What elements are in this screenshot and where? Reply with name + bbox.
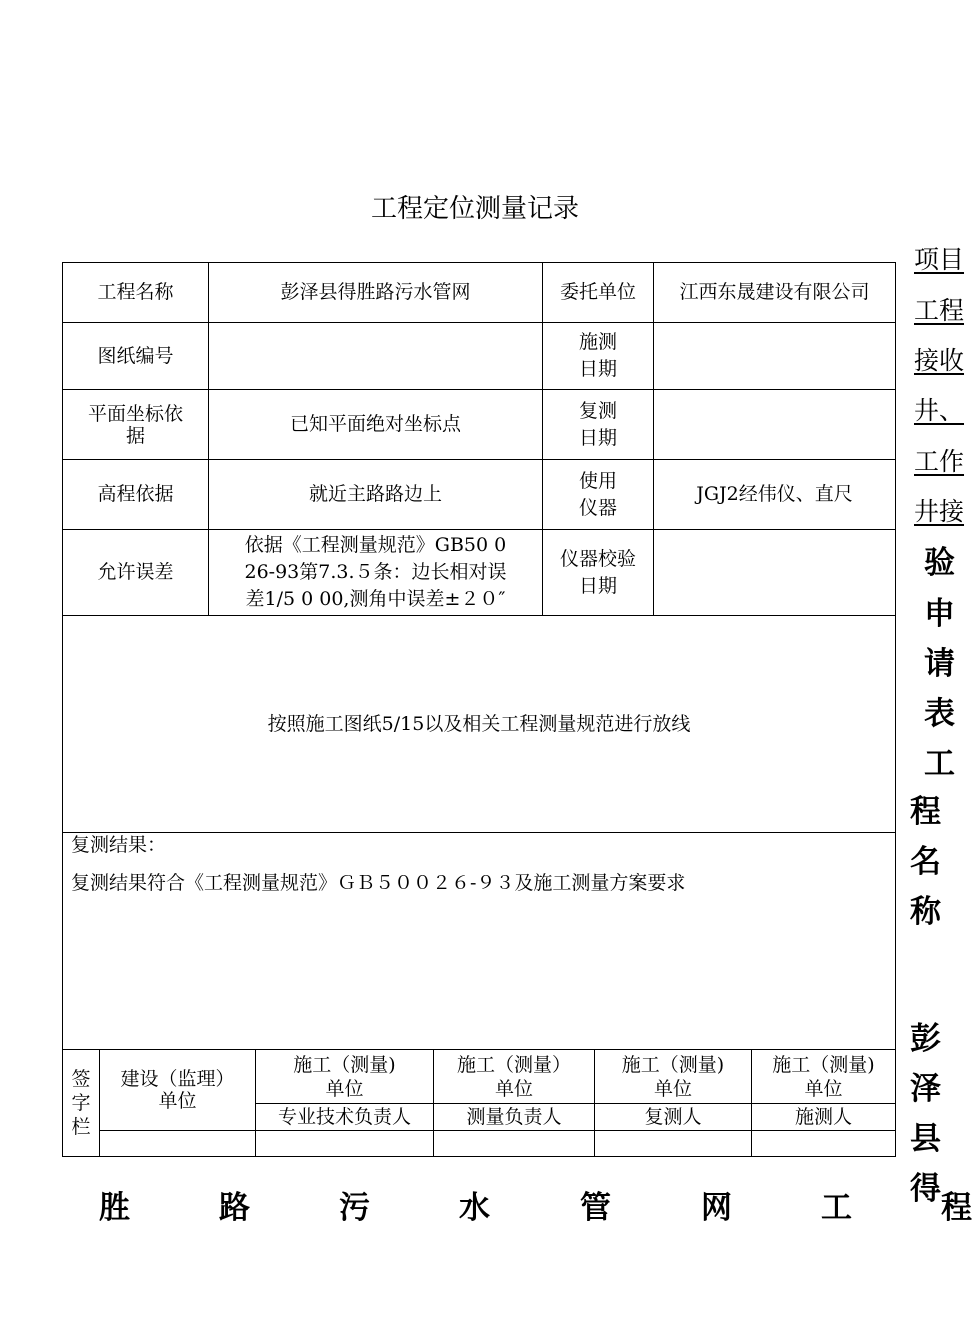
signature-cell-technical-lead[interactable] [256, 1131, 434, 1157]
side-heading-char: 彭 [910, 1021, 941, 1057]
survey-record-table [62, 262, 896, 1050]
client-value: 江西东晟建设有限公司 [654, 263, 896, 323]
side-heading-char: 验 [924, 545, 955, 581]
footer-heading-char: 水 [459, 1190, 490, 1226]
signature-column-label: 签 字 栏 [63, 1050, 100, 1157]
side-heading-char: 请 [924, 646, 955, 682]
side-heading-char: 表 [924, 696, 955, 732]
drawing-no-label: 图纸编号 [63, 323, 209, 390]
recheck-date-value [654, 390, 896, 460]
side-text-line: 项目 [914, 245, 965, 274]
survey-date-value [654, 323, 896, 390]
side-heading-char: 县 [910, 1121, 941, 1157]
supervision-unit: 建设（监理） 单位 [100, 1050, 256, 1131]
side-heading-char: 工 [924, 746, 955, 782]
construction-unit-2: 施工（测量） 单位 [434, 1050, 595, 1104]
footer-heading-char: 网 [701, 1190, 732, 1226]
footer-heading-char: 工 [821, 1190, 852, 1226]
signature-cell-survey-lead[interactable] [434, 1131, 595, 1157]
elevation-basis-label: 高程依据 [63, 460, 209, 530]
side-heading-char: 得 [910, 1171, 941, 1207]
instrument-value: JGJ2经伟仪、直尺 [654, 460, 896, 530]
side-text-line: 接收 [914, 346, 965, 375]
client-label: 委托单位 [543, 263, 654, 323]
footer-heading-char: 程 [941, 1190, 972, 1226]
side-heading-char: 名 [910, 844, 941, 880]
coord-basis-value: 已知平面绝对坐标点 [209, 390, 543, 460]
recheck-result-area [63, 833, 896, 1050]
instrument-label: 使用 仪器 [543, 460, 654, 530]
calibration-date-value [654, 530, 896, 616]
surveyor-role: 施测人 [752, 1104, 896, 1131]
signature-table [62, 1049, 896, 1157]
signature-cell-surveyor[interactable] [752, 1131, 896, 1157]
footer-heading-char: 胜 [99, 1190, 130, 1226]
recheck-result-label: 复测结果： [71, 834, 167, 856]
construction-unit-1: 施工（测量) 单位 [256, 1050, 434, 1104]
signature-cell-rechecker[interactable] [595, 1131, 752, 1157]
side-text-line: 工程 [914, 296, 965, 325]
rechecker-role: 复测人 [595, 1104, 752, 1131]
side-text-line: 工作 [914, 447, 965, 476]
survey-date-label: 施测 日期 [543, 323, 654, 390]
page-title: 工程定位测量记录 [370, 194, 579, 224]
side-text-line: 井、 [914, 396, 965, 425]
project-name-label: 工程名称 [63, 263, 209, 323]
elevation-basis-value: 就近主路路边上 [209, 460, 543, 530]
construction-unit-3: 施工（测量) 单位 [595, 1050, 752, 1104]
technical-lead-role: 专业技术负责人 [256, 1104, 434, 1131]
drawing-no-value [209, 323, 543, 390]
side-heading-char: 程 [910, 794, 941, 830]
coord-basis-label: 平面坐标依 据 [63, 390, 209, 460]
footer-heading-char: 管 [580, 1190, 611, 1226]
side-heading-char: 申 [924, 596, 955, 632]
survey-lead-role: 测量负责人 [434, 1104, 595, 1131]
construction-unit-4: 施工（测量) 单位 [752, 1050, 896, 1104]
footer-heading-char: 路 [219, 1190, 250, 1226]
project-name-value: 彭泽县得胜路污水管网 [209, 263, 543, 323]
footer-heading-char: 污 [339, 1190, 370, 1226]
layout-sketch-area: 按照施工图纸5/15以及相关工程测量规范进行放线 [63, 616, 896, 833]
tolerance-label: 允许误差 [63, 530, 209, 616]
signature-cell-supervision[interactable] [100, 1131, 256, 1157]
calibration-date-label: 仪器校验 日期 [543, 530, 654, 616]
recheck-date-label: 复测 日期 [543, 390, 654, 460]
tolerance-value: 依据《工程测量规范》GB50 0 26-93第7.3.５条：边长相对误 差1/5 0 00,测角中误差±２０″ [209, 530, 543, 616]
side-text-line: 井接 [914, 497, 965, 526]
side-heading-char: 泽 [910, 1071, 941, 1107]
side-heading-char: 称 [910, 894, 941, 930]
recheck-result-text: 复测结果符合《工程测量规范》ＧＢ５００２６-９３及施工测量方案要求 [71, 872, 686, 894]
